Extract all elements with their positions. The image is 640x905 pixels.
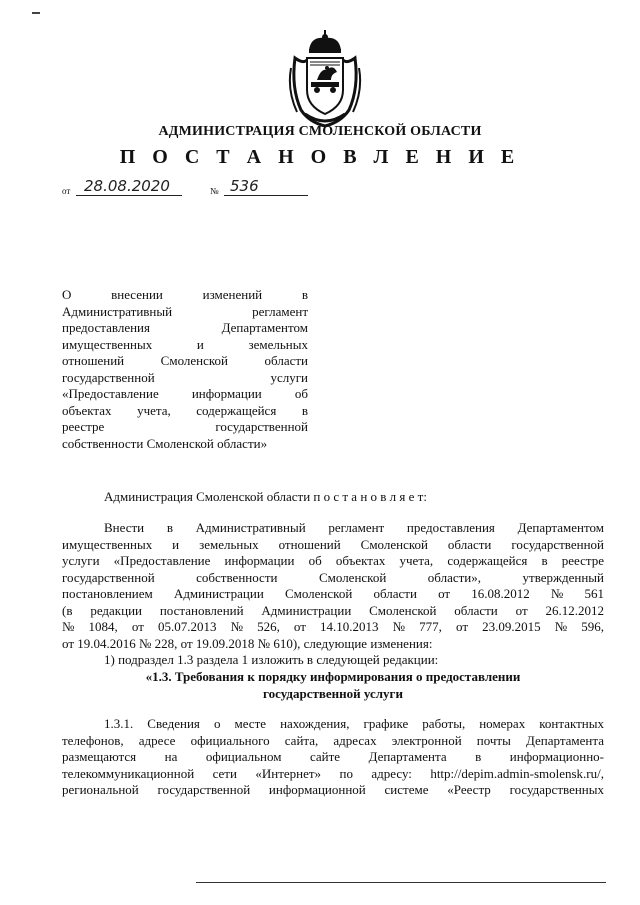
paragraph-line: размещаются на официальном сайте Департамента в информационно- bbox=[62, 749, 604, 764]
section-paragraph bbox=[62, 716, 604, 799]
organization-title: АДМИНИСТРАЦИЯ СМОЛЕНСКОЙ ОБЛАСТИ bbox=[158, 124, 482, 139]
paragraph-line: услуги «Предоставление информации об объектах учета, содержащейся в реестре bbox=[62, 553, 604, 568]
document-subject bbox=[62, 287, 308, 452]
section-heading bbox=[62, 669, 604, 702]
subject-line: реестре государственной bbox=[62, 419, 308, 434]
paragraph-line: имущественных и земельных отношений Смоленской области государственной bbox=[62, 536, 604, 552]
subject-line: собственности Смоленской области» bbox=[62, 435, 268, 451]
subject-line: отношений Смоленской области bbox=[62, 353, 308, 368]
date-label: от bbox=[62, 186, 71, 196]
paragraph-line: телефонов, адресе официального сайта, адресах электронной почты Департамента bbox=[62, 732, 604, 748]
subject-line: имущественных и земельных bbox=[62, 336, 308, 352]
document-number: 536 bbox=[230, 177, 259, 195]
footer-rule bbox=[196, 882, 606, 883]
subject-line: объектах учета, содержащейся в bbox=[62, 402, 308, 418]
scan-mark bbox=[32, 12, 40, 14]
number-underline bbox=[224, 195, 308, 196]
date-underline bbox=[76, 195, 182, 196]
subject-line: О внесении изменений в bbox=[62, 287, 308, 302]
paragraph-line: региональной государственной информационной системе «Реестр государственных bbox=[62, 782, 604, 797]
paragraph-line: постановлением Администрации Смоленской области от 16.08.2012 № 561 bbox=[62, 586, 604, 601]
subject-line: государственной услуги bbox=[62, 369, 308, 385]
paragraph-line: государственной собственности Смоленской области», утвержденный bbox=[62, 569, 604, 585]
amendment-paragraph bbox=[62, 520, 604, 669]
paragraph-line: № 1084, от 05.07.2013 № 526, от 14.10.2013 № 777, от 23.09.2015 № 596, bbox=[62, 619, 604, 634]
section-heading-line: «1.3. Требования к порядку информирования о предоставлении bbox=[145, 669, 521, 684]
subject-line: Административный регламент bbox=[62, 303, 308, 319]
subject-line: предоставления Департаментом bbox=[62, 320, 308, 335]
subject-line: «Предоставление информации об bbox=[62, 386, 308, 401]
document-date: 28.08.2020 bbox=[84, 177, 170, 195]
paragraph-line: Внести в Административный регламент предоставления Департаментом bbox=[104, 520, 604, 535]
amendment-item: 1) подраздел 1.3 раздела 1 изложить в следующей редакции: bbox=[104, 652, 439, 667]
document-type-title: П О С Т А Н О В Л Е Н И Е bbox=[119, 146, 521, 168]
coat-of-arms-emblem bbox=[287, 28, 363, 130]
decree-statement: Администрация Смоленской области п о с т а н о в л я е т: bbox=[104, 489, 427, 504]
paragraph-line: (в редакции постановлений Администрации Смоленской области от 26.12.2012 bbox=[62, 602, 604, 618]
paragraph-line: от 19.04.2016 № 228, от 19.09.2018 № 610), следующие изменения: bbox=[62, 635, 433, 651]
paragraph-line: телекоммуникационной сети «Интернет» по адресу: http://depim.admin-smolensk.ru/, bbox=[62, 765, 604, 781]
document-dateline bbox=[62, 174, 322, 200]
section-heading-line: государственной услуги bbox=[263, 685, 403, 701]
paragraph-line: 1.3.1. Сведения о месте нахождения, графике работы, номерах контактных bbox=[104, 716, 604, 731]
number-label: № bbox=[210, 186, 219, 196]
